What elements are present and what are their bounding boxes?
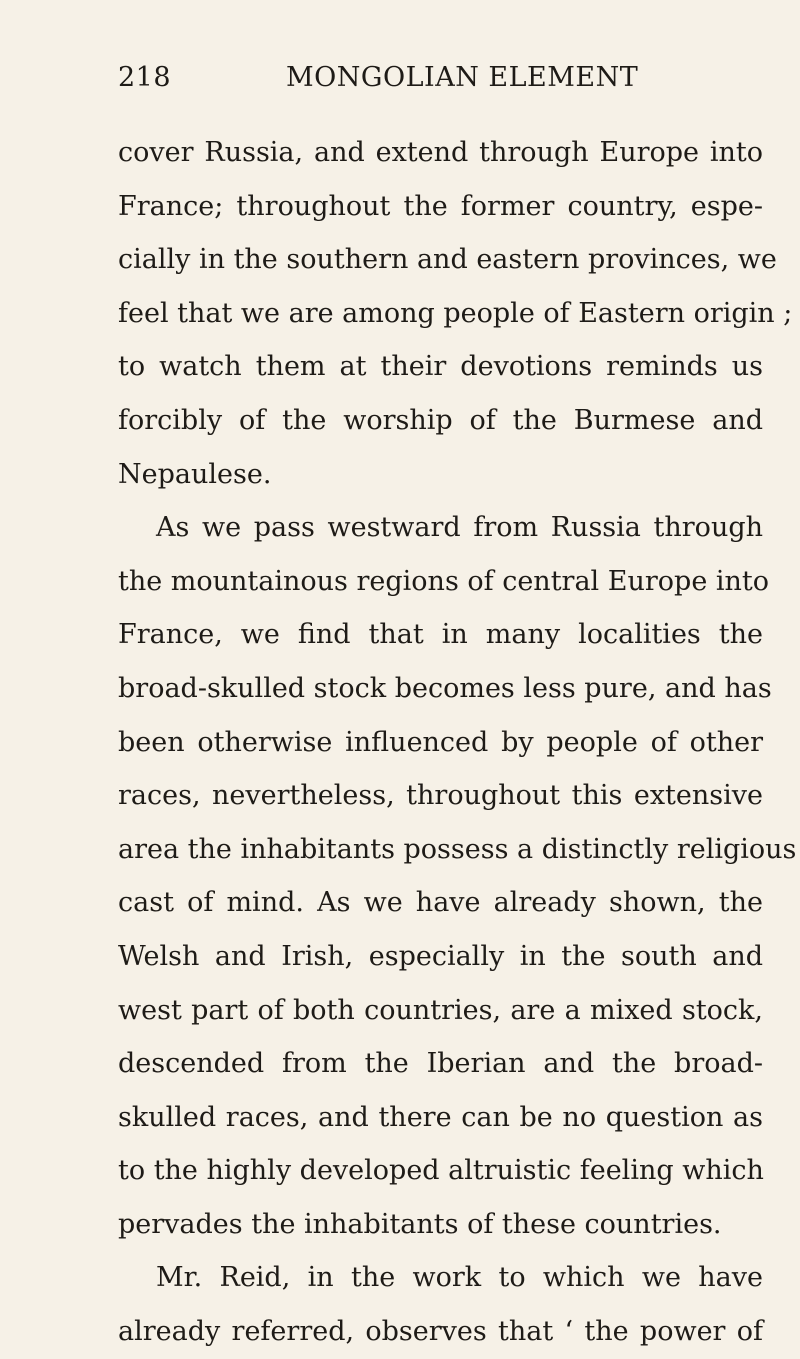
text-line: races, nevertheless, throughout this extensive <box>118 780 763 812</box>
text-line: Nepaulese. <box>118 458 272 490</box>
text-line: cover Russia, and extend through Europe into <box>118 137 763 168</box>
running-title: MONGOLIAN ELEMENT <box>286 62 639 93</box>
text-line: forcibly of the worship of the Burmese and <box>118 404 763 436</box>
text-line: Welsh and Irish, especially in the south and <box>118 940 763 972</box>
text-line: France; throughout the former country, espe- <box>118 190 763 222</box>
text-line: cast of mind. As we have already shown, the <box>118 887 763 919</box>
text-line: pervades the inhabitants of these countries. <box>118 1208 722 1240</box>
text-line: skulled races, and there can be no question as <box>118 1101 763 1133</box>
text-line: the mountainous regions of central Europe into <box>118 565 770 597</box>
text-line: descended from the Iberian and the broad- <box>118 1048 763 1080</box>
body-text <box>118 126 797 1359</box>
text-line: been otherwise influenced by people of other <box>118 726 763 758</box>
text-line: to watch them at their devotions reminds us <box>118 351 763 383</box>
text-line: feel that we are among people of Eastern origin ; <box>118 297 793 329</box>
text-line: France, we find that in many localities the <box>118 619 763 651</box>
text-line: Mr. Reid, in the work to which we have <box>156 1262 763 1294</box>
text-line: cially in the southern and eastern provinces, we <box>118 244 777 276</box>
text-line: west part of both countries, are a mixed stock, <box>118 994 763 1026</box>
page-header <box>118 62 690 102</box>
text-line: As we pass westward from Russia through <box>156 512 763 544</box>
text-line: to the highly developed altruistic feeling which <box>118 1155 764 1187</box>
text-line: broad-skulled stock becomes less pure, and has <box>118 672 772 704</box>
page-number: 218 <box>118 62 172 93</box>
text-line: already referred, observes that ‘ the power of <box>118 1316 763 1348</box>
text-line: area the inhabitants possess a distinctly religious <box>118 833 797 865</box>
